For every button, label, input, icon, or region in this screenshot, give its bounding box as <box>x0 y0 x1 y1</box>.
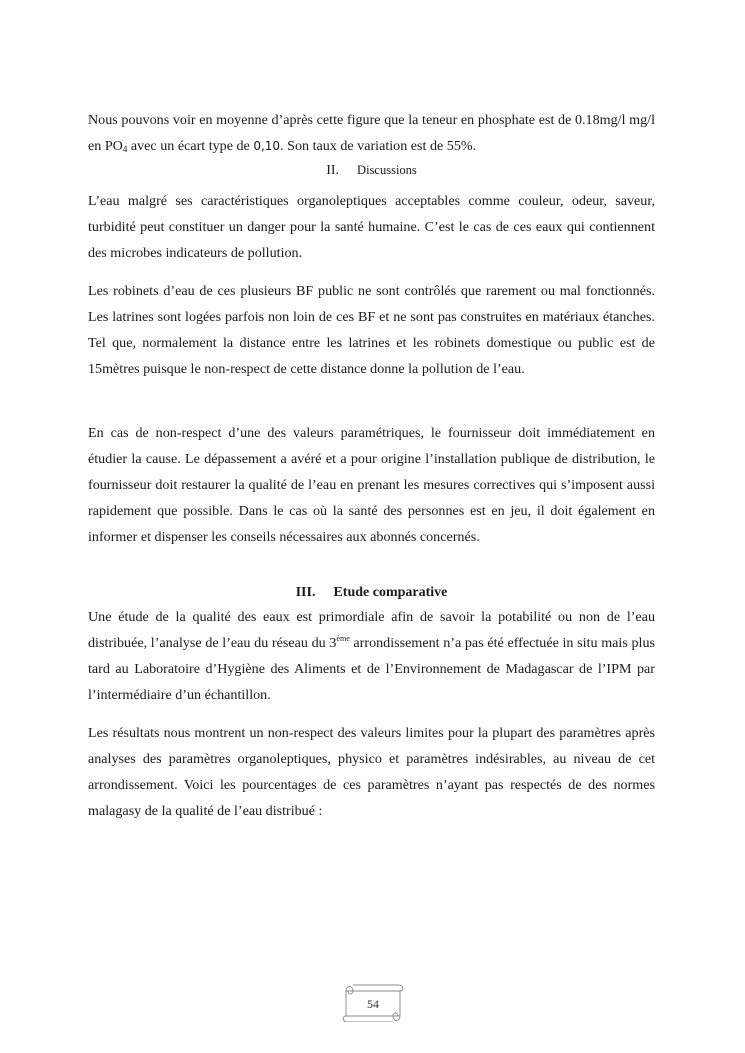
section-heading-etude-comparative <box>88 583 655 603</box>
page-number-scroll <box>338 982 408 1022</box>
arrondissement-superscript: ème <box>336 634 350 643</box>
paragraph-resultats: Les résultats nous montrent un non-respect des valeurs limites pour la plupart des paramètres après analyses des paramètres organoleptiques, physico et paramètres indésirables, au niveau de cet arrondissement. Voici les pourcentages de ces paramètres n’ayant pas respectés de des normes malagasy de la qualité de l’eau distribué : <box>88 725 655 819</box>
paragraph-phosphate-text-2: avec un écart type de <box>127 138 254 154</box>
paragraph-etude-qualite <box>88 604 655 708</box>
ecart-type-value: 0,10 <box>253 139 281 153</box>
section-number-iii: III. <box>295 585 316 600</box>
paragraph-robinets: Les robinets d’eau de ces plusieurs BF public ne sont contrôlés que rarement ou mal fonctionnés. Les latrines sont logées parfois non loin de ces BF et ne sont pas construites en matériaux étanches. Tel que, normalement la distance entre les latrines et les robinets domestique ou public est de 15mètres puisque le non-respect de cette distance donne la pollution de l’eau. <box>88 283 655 377</box>
paragraph-phosphate <box>88 107 655 159</box>
paragraph-etude-text-2: arrondissement n’a pas été effectuée in situ mais plus tard au Laboratoire d’Hygiène des Aliments et de l’Environnement de Madagascar de l’IPM par l’intermédiaire d’un échantillon. <box>88 635 655 703</box>
section-title-discussions: Discussions <box>357 163 417 177</box>
page-number: 54 <box>367 997 379 1011</box>
po4-subscript: 4 <box>122 144 128 154</box>
paragraph-phosphate-text-1: Nous pouvons voir en moyenne d’après cette figure que la teneur en phosphate est de 0.18mg/l mg/l en PO <box>88 112 655 154</box>
section-heading-discussions <box>88 160 655 181</box>
section-title-etude-comparative: Etude comparative <box>333 585 448 600</box>
paragraph-etude-text-1: Une étude de la qualité des eaux est primordiale afin de savoir la potabilité ou non de l’eau distribuée, l’analyse de l’eau du réseau du 3 <box>88 609 655 651</box>
paragraph-organoleptiques: L’eau malgré ses caractéristiques organoleptiques acceptables comme couleur, odeur, saveur, turbidité peut constituer un danger pour la santé humaine. C’est le cas de ces eaux qui contiennent des microbes indicateurs de pollution. <box>88 193 655 261</box>
section-number-ii: II. <box>326 163 340 178</box>
paragraph-non-respect: En cas de non-respect d’une des valeurs paramétriques, le fournisseur doit immédiatement en étudier la cause. Le dépassement a avéré et a pour origine l’installation publique de distribution, le fournisseur doit restaurer la qualité de l’eau en prenant les mesures correctives qui s’imposent aussi rapidement que possible. Dans le cas où la santé des personnes est en jeu, il doit également en informer et dispenser les conseils nécessaires aux abonnés concernés. <box>88 425 655 545</box>
paragraph-phosphate-text-3: . Son taux de variation est de 55%. <box>280 138 477 154</box>
